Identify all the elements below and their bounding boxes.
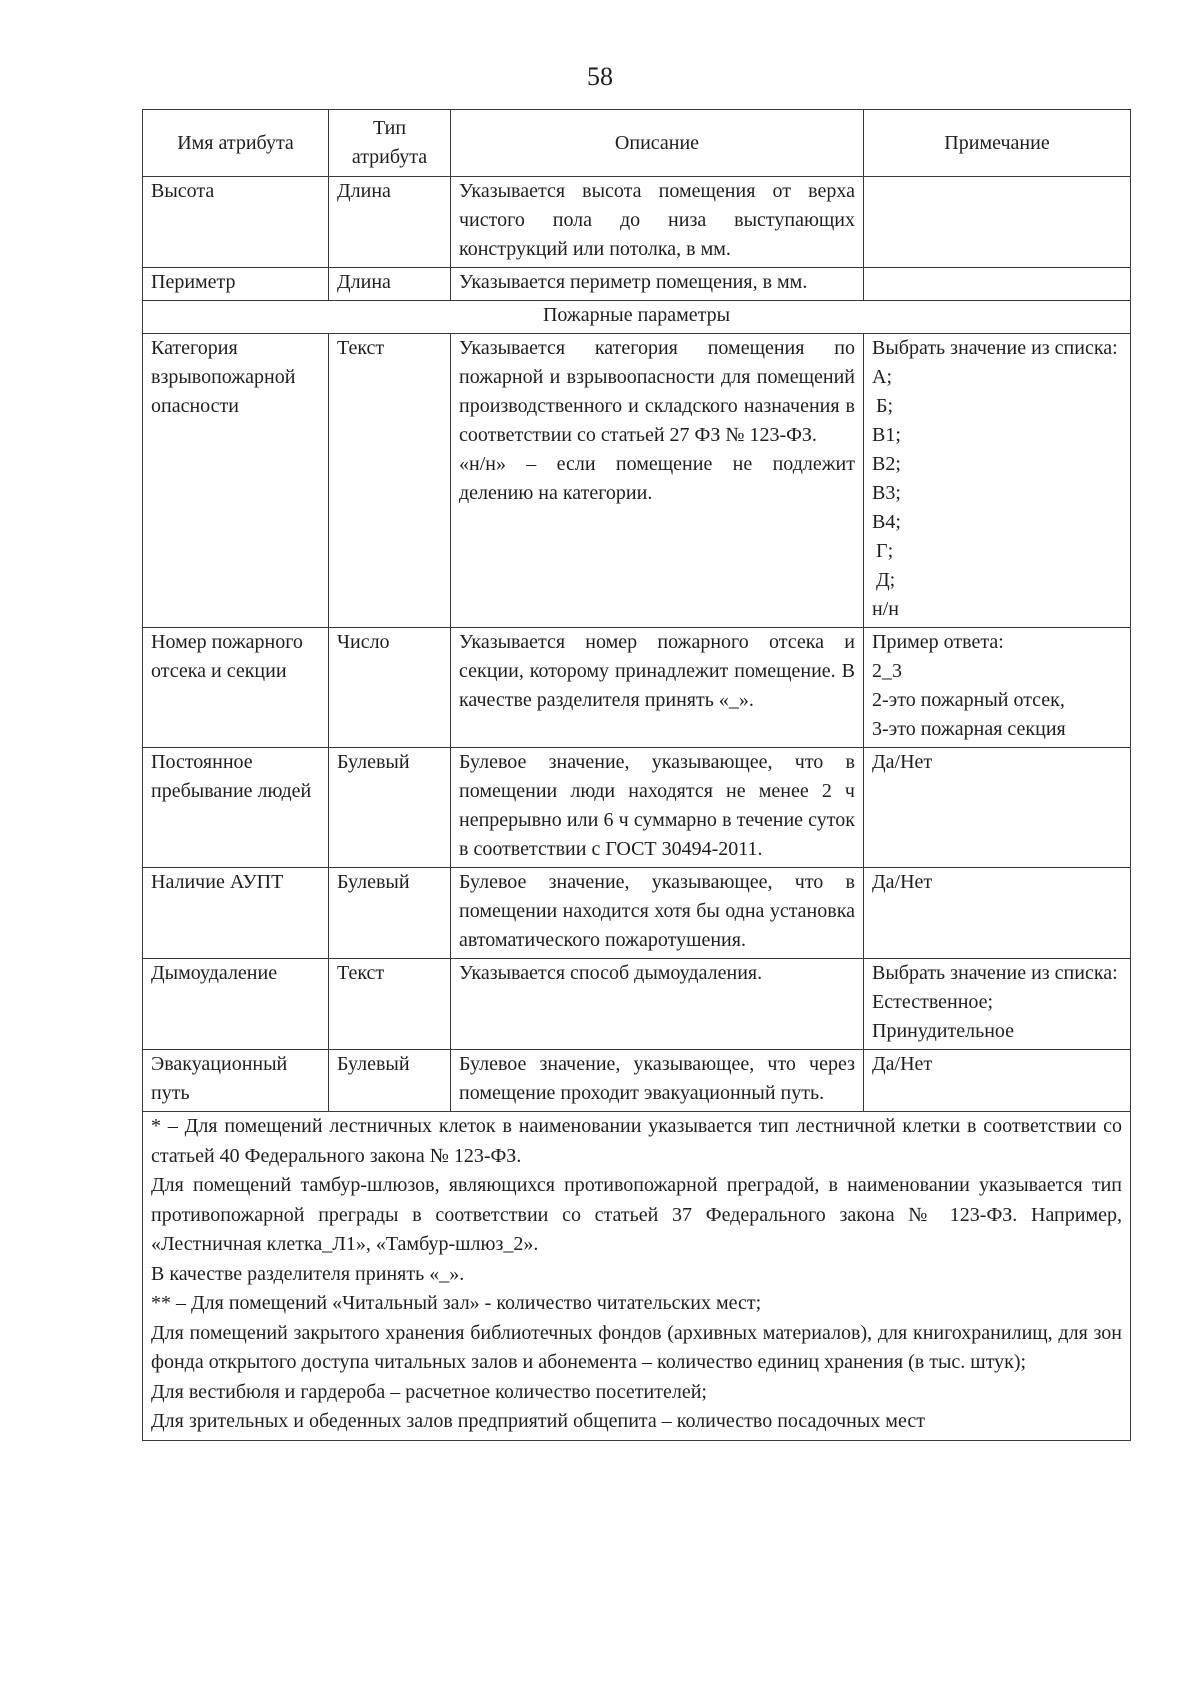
row-aupt-note: Да/Нет (864, 868, 1131, 959)
row-aupt-type: Булевый (329, 868, 451, 959)
category-item: В4; (872, 511, 901, 533)
table-row (143, 868, 1131, 959)
row-occupancy-note: Да/Нет (864, 748, 1131, 868)
row-aupt-name: Наличие АУПТ (143, 868, 329, 959)
category-description-main: Указывается категория помещения по пожарной и взрывоопасности для помещений производственного и складского назначения в соответствии со статьей 27 ФЗ № 123-ФЗ. (459, 337, 855, 446)
row-category-note (864, 334, 1131, 628)
row-evac-note: Да/Нет (864, 1050, 1131, 1112)
category-note-intro: Выбрать значение из списка: (872, 337, 1118, 359)
row-height-note (864, 177, 1131, 268)
row-category-type: Текст (329, 334, 451, 628)
row-height-type: Длина (329, 177, 451, 268)
row-compartment-name: Номер пожарного отсека и секции (143, 628, 329, 748)
row-evac-type: Булевый (329, 1050, 451, 1112)
row-evac-description: Булевое значение, указывающее, что через помещение проходит эвакуационный путь. (451, 1050, 864, 1112)
table-row (143, 177, 1131, 268)
table-row (143, 959, 1131, 1050)
table-row (143, 1050, 1131, 1112)
category-item: Б; (876, 395, 894, 417)
category-item: А; (872, 366, 892, 388)
smoke-note-item: Естественное; (872, 991, 994, 1013)
header-description: Описание (451, 110, 864, 177)
row-perimeter-description: Указывается периметр помещения, в мм. (451, 268, 864, 301)
category-item: Д; (876, 569, 896, 591)
row-smoke-type: Текст (329, 959, 451, 1050)
header-type: Тип атрибута (329, 110, 451, 177)
compartment-note-line: 2_3 (872, 660, 902, 682)
row-compartment-note (864, 628, 1131, 748)
footnote-paragraph: Для помещений закрытого хранения библиотечных фондов (архивных материалов), для книгохранилищ, для зон фонда открытого доступа читальных залов и абонемента – количество единиц хранения (в тыс. штук); (151, 1321, 1122, 1373)
table-row (143, 628, 1131, 748)
row-smoke-name: Дымоудаление (143, 959, 329, 1050)
footnote-paragraph: Для помещений тамбур-шлюзов, являющихся противопожарной преградой, в наименовании указывается тип противопожарной преграды в соответствии со статьей 37 Федерального закона № 123-ФЗ. Например, «Лестничная клетка_Л1», «Тамбур-шлюз_2». (151, 1174, 1122, 1255)
category-item: н/н (872, 598, 899, 620)
footnote-paragraph: ** – Для помещений «Читальный зал» - количество читательских мест; (151, 1292, 762, 1314)
row-perimeter-name: Периметр (143, 268, 329, 301)
row-occupancy-type: Булевый (329, 748, 451, 868)
compartment-note-line: 2-это пожарный отсек, (872, 689, 1065, 711)
row-smoke-note (864, 959, 1131, 1050)
category-description-nn: «н/н» – если помещение не подлежит делению на категории. (459, 453, 855, 504)
row-occupancy-name: Постоянное пребывание людей (143, 748, 329, 868)
category-item: В3; (872, 482, 901, 504)
attributes-table (142, 109, 1131, 1441)
footnote-paragraph: * – Для помещений лестничных клеток в наименовании указывается тип лестничной клетки в соответствии со статьей 40 Федерального закона № 123-ФЗ. (151, 1115, 1122, 1167)
table-row (143, 334, 1131, 628)
row-compartment-type: Число (329, 628, 451, 748)
compartment-note-line: 3-это пожарная секция (872, 718, 1066, 740)
smoke-note-intro: Выбрать значение из списка: (872, 962, 1118, 984)
section-header-row (143, 301, 1131, 334)
category-item: В1; (872, 424, 901, 446)
footnote-paragraph: В качестве разделителя принять «_». (151, 1262, 465, 1285)
header-note: Примечание (864, 110, 1131, 177)
footnote-paragraph: Для зрительных и обеденных залов предприятий общепита – количество посадочных мест (151, 1410, 925, 1432)
row-smoke-description: Указывается способ дымоудаления. (451, 959, 864, 1050)
row-perimeter-type: Длина (329, 268, 451, 301)
table-header-row (143, 110, 1131, 177)
row-category-description (451, 334, 864, 628)
row-perimeter-note (864, 268, 1131, 301)
category-item: Г; (876, 540, 894, 562)
footnotes-row (143, 1112, 1131, 1441)
category-item: В2; (872, 453, 901, 475)
row-height-name: Высота (143, 177, 329, 268)
section-title-fire-parameters: Пожарные параметры (143, 301, 1131, 334)
table-row (143, 748, 1131, 868)
row-compartment-description: Указывается номер пожарного отсека и секции, которому принадлежит помещение. В качестве разделителя принять «_». (451, 628, 864, 748)
footnotes-cell (143, 1112, 1131, 1441)
smoke-note-item: Принудительное (872, 1020, 1015, 1042)
row-category-name: Категория взрывопожарной опасности (143, 334, 329, 628)
row-height-description: Указывается высота помещения от верха чистого пола до низа выступающих конструкций или потолка, в мм. (451, 177, 864, 268)
row-aupt-description: Булевое значение, указывающее, что в помещении находится хотя бы одна установка автоматического пожаротушения. (451, 868, 864, 959)
row-occupancy-description: Булевое значение, указывающее, что в помещении люди находятся не менее 2 ч непрерывно или 6 ч суммарно в течение суток в соответствии с ГОСТ 30494-2011. (451, 748, 864, 868)
compartment-note-line: Пример ответа: (872, 631, 1004, 653)
header-name: Имя атрибута (143, 110, 329, 177)
page-number: 58 (587, 62, 613, 91)
table-row (143, 268, 1131, 301)
footnote-paragraph: Для вестибюля и гардероба – расчетное количество посетителей; (151, 1380, 707, 1403)
row-evac-name: Эвакуационный путь (143, 1050, 329, 1112)
